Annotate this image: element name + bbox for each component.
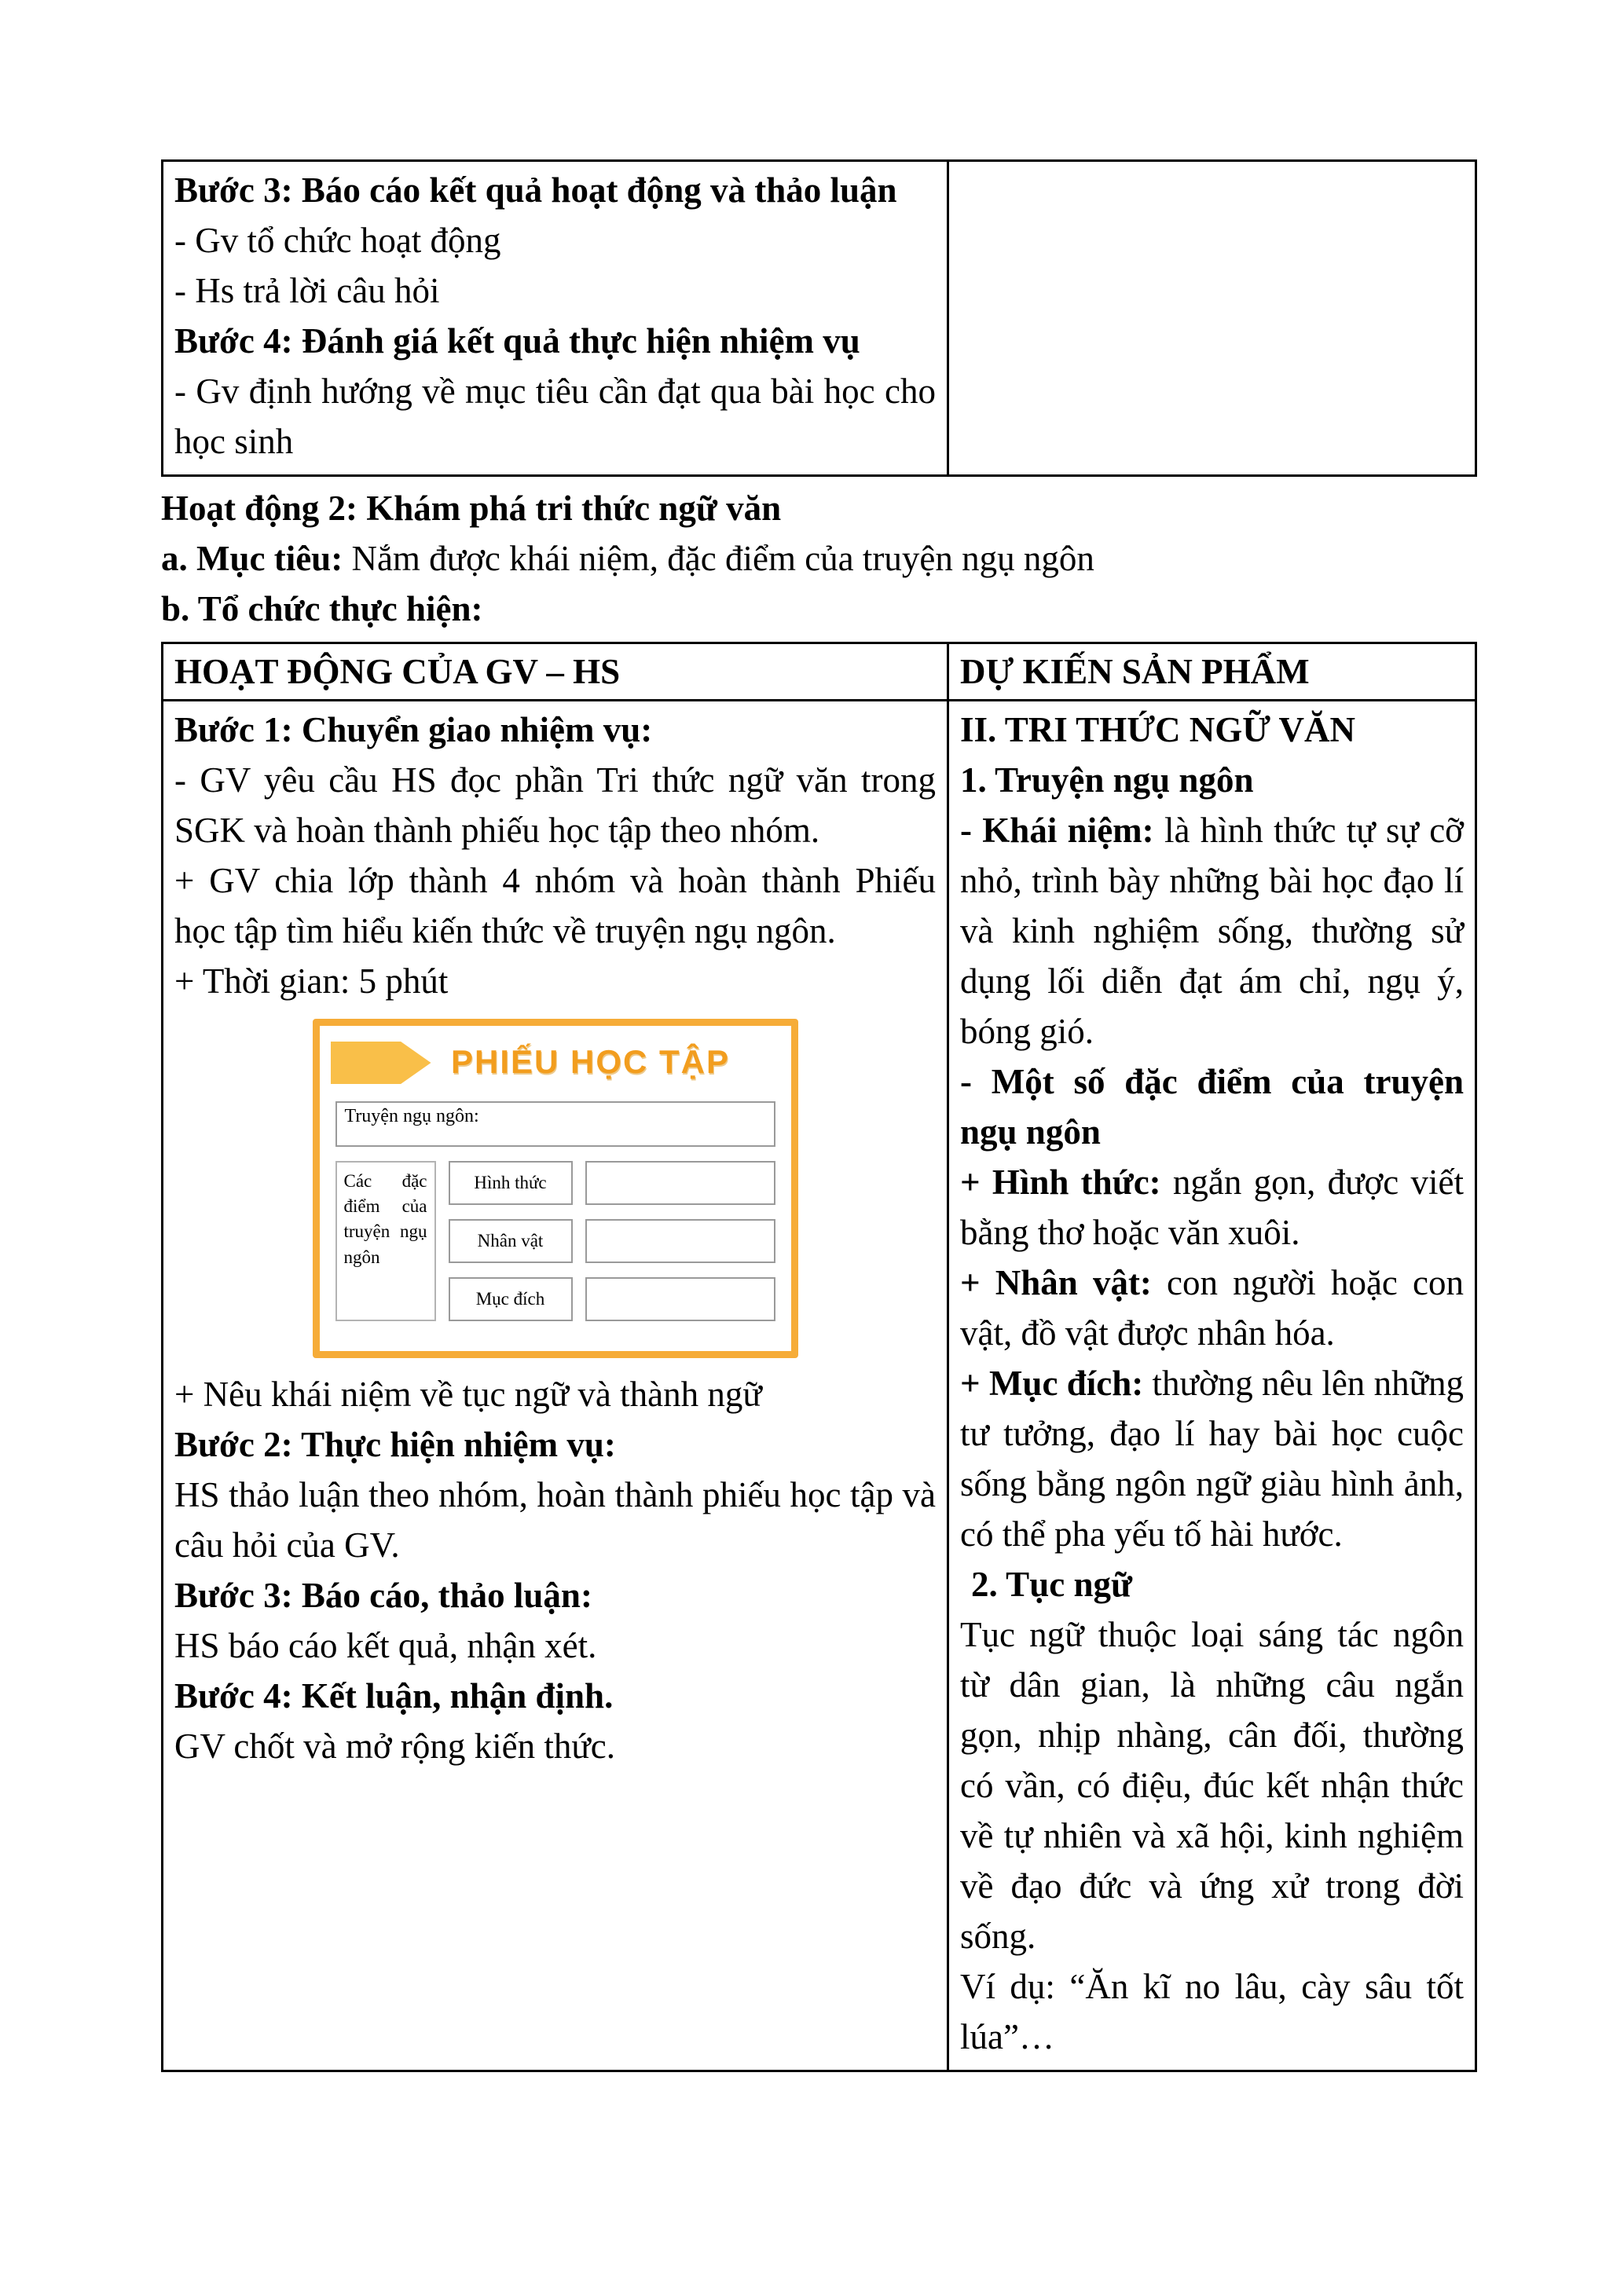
- worksheet-title: PHIẾU HỌC TẬP: [450, 1043, 731, 1080]
- proverb-heading: [960, 1559, 1464, 1609]
- proverb-heading-text: 2. Tục ngữ: [971, 1565, 1132, 1604]
- activity2-table: [161, 642, 1477, 2072]
- fable-heading: [960, 755, 1464, 805]
- worksheet-tag-character: Nhân vật: [449, 1219, 573, 1263]
- fable-heading-text: 1. Truyện ngụ ngôn: [960, 760, 1254, 800]
- knowledge-section-heading: [960, 705, 1464, 755]
- character-paragraph: [960, 1258, 1464, 1358]
- worksheet-row-character: [449, 1219, 775, 1263]
- step2-heading: [174, 1419, 936, 1470]
- worksheet-header: [335, 1035, 775, 1089]
- activity2-right-cell: [948, 701, 1476, 2071]
- worksheet-blank-form: [585, 1161, 775, 1205]
- paragraph: - Gv tổ chức hoạt động: [174, 221, 501, 260]
- step3-report-heading-text: Bước 3: Báo cáo, thảo luận:: [174, 1576, 592, 1615]
- worksheet-tag-purpose: Mục đích: [449, 1277, 573, 1321]
- step4-conclusion-heading-text: Bước 4: Kết luận, nhận định.: [174, 1676, 614, 1716]
- definition-label: - Khái niệm:: [960, 811, 1154, 850]
- activity2-left-cell: [163, 701, 948, 2071]
- paragraph: + Thời gian: 5 phút: [174, 961, 449, 1001]
- definition-text: là hình thức tự sự cỡ nhỏ, trình bày những bài học đạo lí và kinh nghiệm sống, thường sử dụng lối diễn đạt ám chỉ, ngụ ý, bóng gió.: [960, 811, 1464, 1051]
- purpose-label: + Mục đích:: [960, 1364, 1144, 1403]
- definition-paragraph: [960, 805, 1464, 1056]
- character-text: con người hoặc con vật, đồ vật được nhân hóa.: [960, 1263, 1464, 1353]
- paragraph: HS báo cáo kết quả, nhận xét.: [174, 1626, 597, 1665]
- paragraph: - GV yêu cầu HS đọc phần Tri thức ngữ văn trong SGK và hoàn thành phiếu học tập theo nhóm.: [174, 760, 936, 850]
- activity1-left-cell: [163, 161, 948, 476]
- paragraph: - Hs trả lời câu hỏi: [174, 271, 440, 310]
- step4-conclusion-heading: [174, 1671, 936, 1721]
- purpose-paragraph: [960, 1358, 1464, 1559]
- organization-label: b. Tổ chức thực hiện:: [161, 589, 483, 628]
- worksheet-row-form: [449, 1161, 775, 1205]
- step4-heading: [174, 316, 936, 366]
- paragraph: + Nêu khái niệm về tục ngữ và thành ngữ: [174, 1375, 762, 1414]
- worksheet-topic-label: Truyện ngụ ngôn:: [344, 1106, 479, 1126]
- worksheet-topic-field: [335, 1101, 775, 1147]
- paragraph: + GV chia lớp thành 4 nhóm và hoàn thành Phiếu học tập tìm hiểu kiến thức về truyện ngụ ngôn.: [174, 861, 936, 950]
- worksheet-blank-purpose: [585, 1277, 775, 1321]
- goal-line: [161, 533, 1477, 584]
- paragraph: HS thảo luận theo nhóm, hoàn thành phiếu học tập và câu hỏi của GV.: [174, 1475, 936, 1565]
- column-header-gv-hs: HOẠT ĐỘNG CỦA GV – HS: [163, 643, 948, 701]
- worksheet-tag-form: Hình thức: [449, 1161, 573, 1205]
- activity1-table: [161, 159, 1477, 477]
- activity2-title: [161, 483, 1477, 533]
- form-paragraph: [960, 1157, 1464, 1258]
- step3-heading: [174, 165, 936, 215]
- activity2-title-text: Hoạt động 2: Khám phá tri thức ngữ văn: [161, 489, 782, 528]
- paragraph: - Gv định hướng về mục tiêu cần đạt qua bài học cho học sinh: [174, 372, 936, 461]
- proverb-paragraph: Tục ngữ thuộc loại sáng tác ngôn từ dân gian, là những câu ngắn gọn, nhịp nhàng, cân đối, thường có vần, có điệu, đúc kết nhận thức về tự nhiên và xã hội, kinh nghiệm về đạo đức và ứng xử trong đời sống.: [960, 1615, 1464, 1956]
- step3-report-heading: [174, 1570, 936, 1620]
- step1-heading: [174, 705, 936, 755]
- section-intro: [161, 477, 1477, 642]
- paragraph: GV chốt và mở rộng kiến thức.: [174, 1727, 616, 1766]
- characteristics-heading: [960, 1056, 1464, 1157]
- organization-line: [161, 584, 1477, 634]
- column-header-expected-product: DỰ KIẾN SẢN PHẨM: [948, 643, 1476, 701]
- form-label: + Hình thức:: [960, 1163, 1161, 1202]
- step3-heading-text: Bước 3: Báo cáo kết quả hoạt động và thảo luận: [174, 170, 897, 210]
- worksheet-row-purpose: [449, 1277, 775, 1321]
- character-label: + Nhân vật:: [960, 1263, 1152, 1302]
- goal-text: Nắm được khái niệm, đặc điểm của truyện ngụ ngôn: [343, 539, 1094, 578]
- purpose-text: thường nêu lên những tư tưởng, đạo lí hay bài học cuộc sống bằng ngôn ngữ giàu hình ảnh, có thể pha yếu tố hài hước.: [960, 1364, 1464, 1554]
- activity1-right-cell-empty: [948, 161, 1476, 476]
- goal-label: a. Mục tiêu:: [161, 539, 343, 578]
- worksheet-characteristics-label: Các đặc điểm của truyện ngụ ngôn: [335, 1161, 436, 1321]
- example-paragraph: Ví dụ: “Ăn kĩ no lâu, cày sâu tốt lúa”…: [960, 1967, 1464, 2056]
- worksheet-blank-character: [585, 1219, 775, 1263]
- step1-heading-text: Bước 1: Chuyển giao nhiệm vụ:: [174, 710, 653, 749]
- step4-heading-text: Bước 4: Đánh giá kết quả thực hiện nhiệm vụ: [174, 321, 860, 361]
- worksheet-grid: [335, 1161, 775, 1321]
- characteristics-heading-text: - Một số đặc điểm của truyện ngụ ngôn: [960, 1062, 1464, 1152]
- worksheet-rows: [449, 1161, 775, 1321]
- step2-heading-text: Bước 2: Thực hiện nhiệm vụ:: [174, 1425, 616, 1464]
- worksheet-image: [313, 1019, 798, 1358]
- knowledge-section-heading-text: II. TRI THỨC NGỮ VĂN: [960, 710, 1355, 749]
- form-text: ngắn gọn, được viết bằng thơ hoặc văn xuôi.: [960, 1163, 1464, 1252]
